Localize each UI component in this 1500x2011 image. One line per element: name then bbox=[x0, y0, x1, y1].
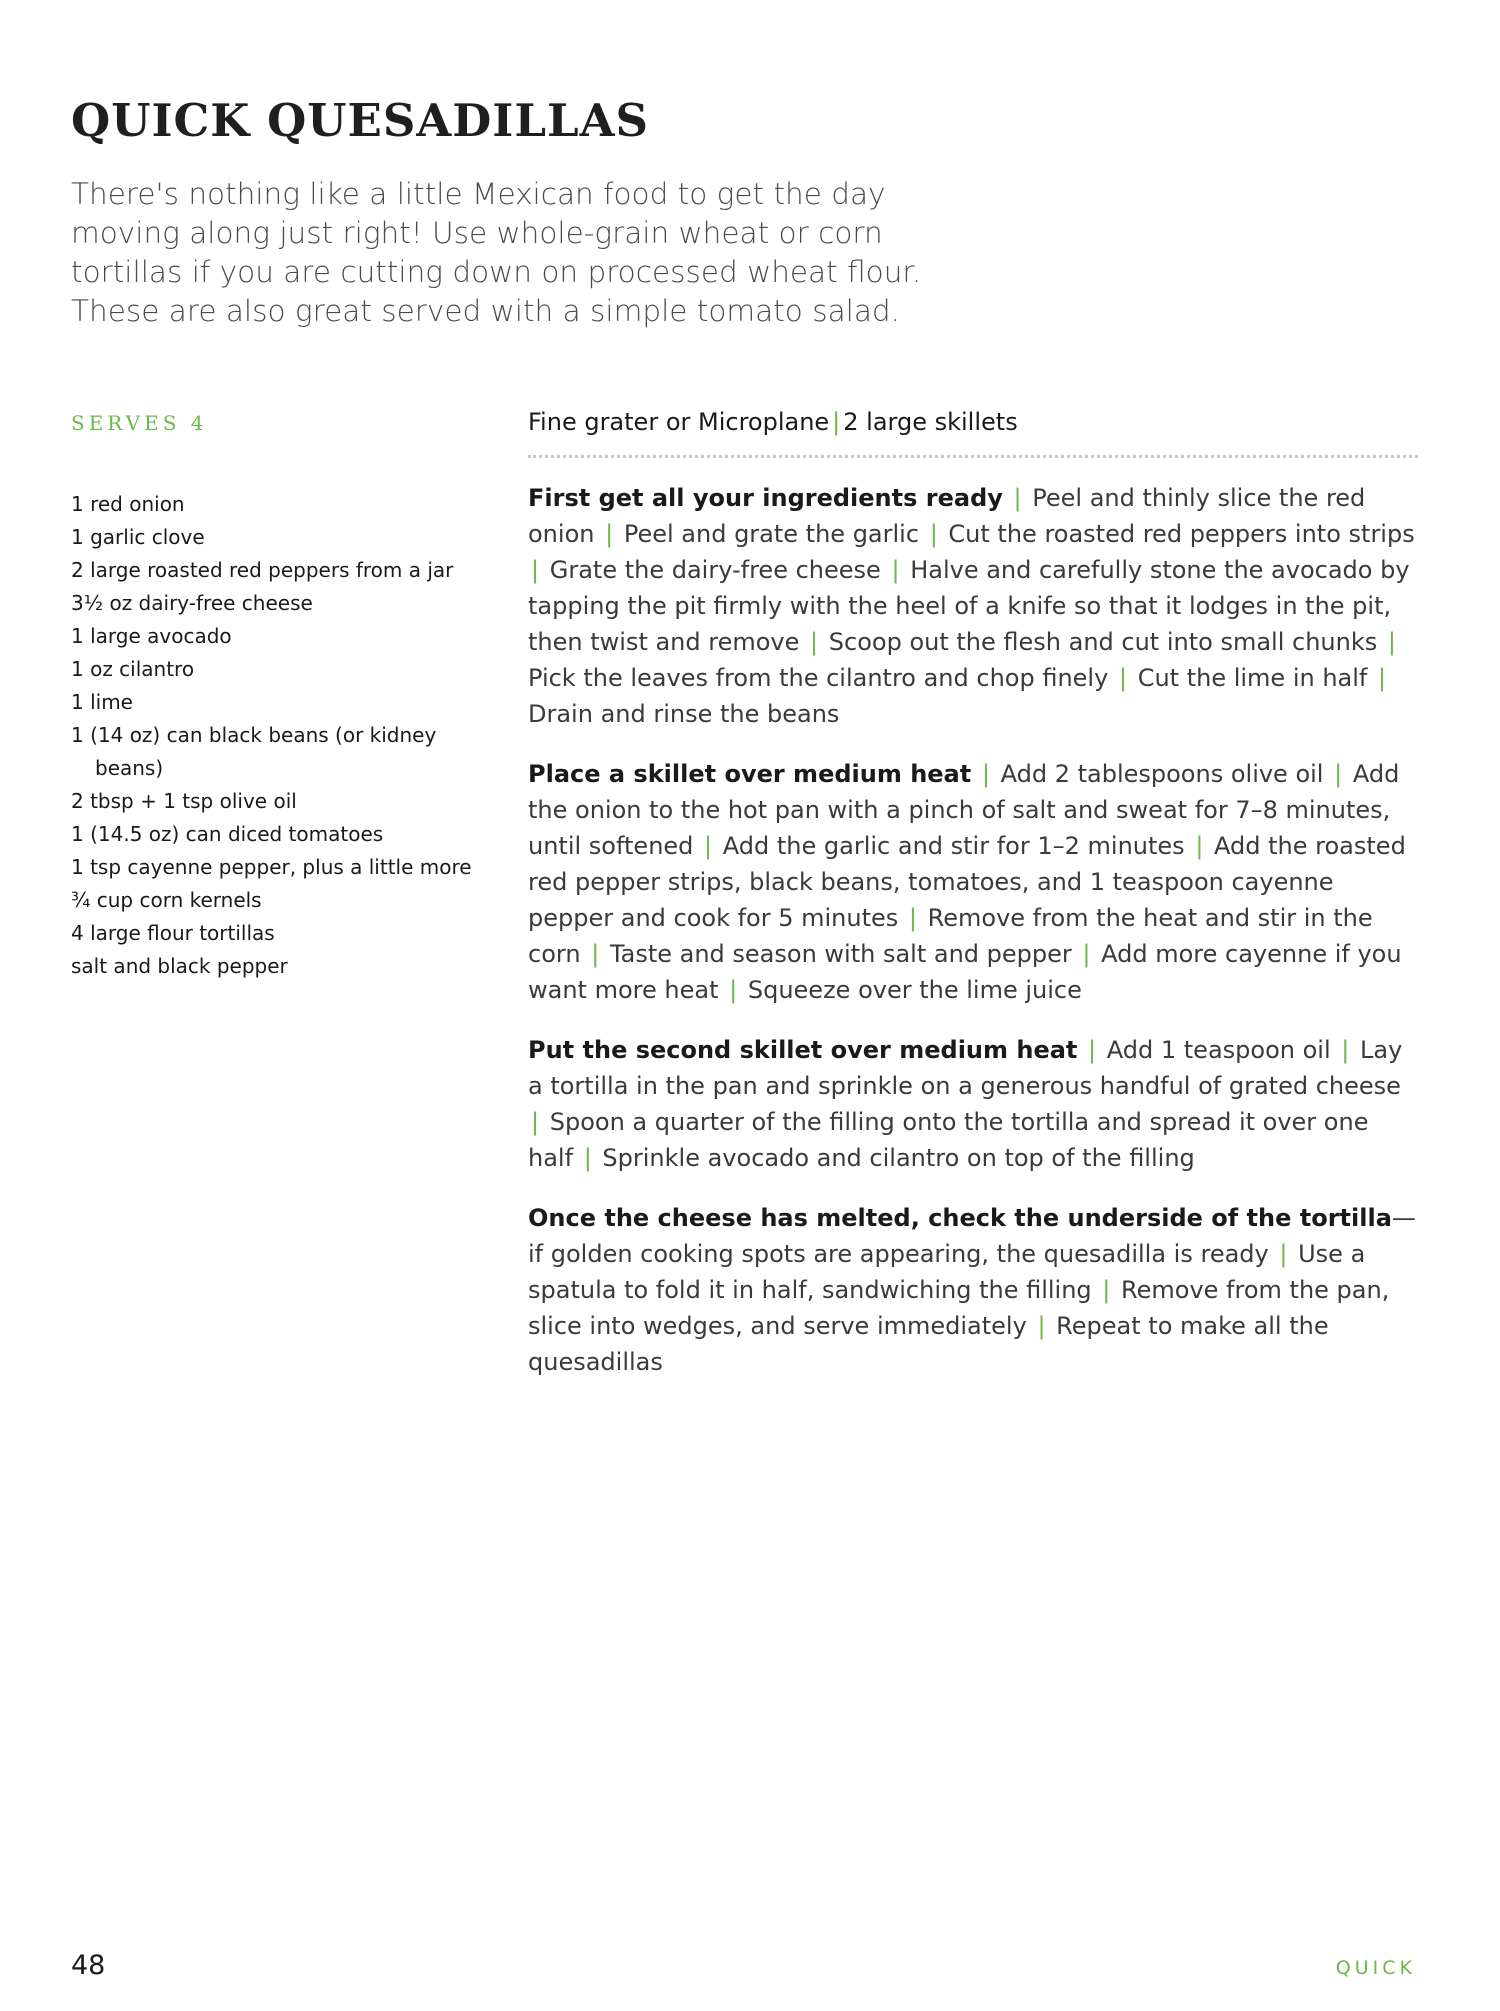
step-part: Cut the roasted red peppers into strips bbox=[948, 520, 1415, 548]
separator-bar: | bbox=[981, 760, 990, 788]
step-part: Add more cayenne if you want more heat bbox=[528, 940, 1402, 1004]
ingredient-item: 1 (14 oz) can black beans (or kidney beans) bbox=[71, 723, 437, 780]
ingredient-item: 1 lime bbox=[71, 690, 133, 714]
separator-bar: | bbox=[908, 904, 918, 932]
ingredient-item: ¾ cup corn kernels bbox=[71, 888, 262, 912]
step-part: Peel and grate the garlic bbox=[623, 520, 920, 548]
ingredient-item: 3½ oz dairy-free cheese bbox=[71, 591, 313, 615]
separator-bar: | bbox=[531, 556, 540, 584]
separator-bar: | bbox=[591, 940, 600, 968]
step-part: Spoon a quarter of the filling onto the tortilla and spread it over one half bbox=[528, 1108, 1369, 1172]
step-part: Cut the lime in half bbox=[1137, 664, 1368, 692]
equipment-item: Fine grater or Microplane bbox=[528, 408, 830, 436]
separator-bar: | bbox=[929, 520, 938, 548]
step-part: Halve and carefully stone the avocado by tapping the pit firmly with the heel of a knife so that it lodges in the pit, then twist and remove bbox=[528, 556, 1410, 656]
step-part: Add the garlic and stir for 1–2 minutes bbox=[722, 832, 1185, 860]
step-lead: Put the second skillet over medium heat bbox=[528, 1036, 1078, 1064]
step-part: Taste and season with salt and pepper bbox=[609, 940, 1072, 968]
separator-bar: | bbox=[1195, 832, 1204, 860]
step-part: Add the onion to the hot pan with a pinch of salt and sweat for 7–8 minutes, until softened bbox=[528, 760, 1400, 860]
step-lead: First get all your ingredients ready bbox=[528, 484, 1003, 512]
step-lead: Once the cheese has melted, check the underside of the tortilla bbox=[528, 1204, 1392, 1232]
step-part: Lay a tortilla in the pan and sprinkle on a generous handful of grated cheese bbox=[528, 1036, 1403, 1100]
separator-bar: | bbox=[729, 976, 738, 1004]
method-step bbox=[528, 1200, 1418, 1380]
separator-bar: | bbox=[810, 628, 819, 656]
separator-bar: | bbox=[1088, 1036, 1097, 1064]
separator-bar: | bbox=[583, 1144, 592, 1172]
method-step bbox=[528, 480, 1418, 732]
separator-bar: | bbox=[1378, 664, 1387, 692]
method-step bbox=[528, 756, 1418, 1008]
step-part: Add the roasted red pepper strips, black beans, tomatoes, and 1 teaspoon cayenne pepper and cook for 5 minutes bbox=[528, 832, 1406, 932]
ingredient-item: 1 garlic clove bbox=[71, 525, 205, 549]
ingredient-item: salt and black pepper bbox=[71, 954, 288, 978]
separator-bar: | bbox=[1279, 1240, 1288, 1268]
step-part: Grate the dairy-free cheese bbox=[549, 556, 881, 584]
step-part: Add 1 teaspoon oil bbox=[1106, 1036, 1331, 1064]
ingredients-list bbox=[71, 488, 491, 983]
separator-bar: | bbox=[1387, 628, 1396, 656]
separator-bar: | bbox=[1082, 940, 1091, 968]
step-part: Squeeze over the lime juice bbox=[747, 976, 1082, 1004]
ingredient-item: 2 large roasted red peppers from a jar bbox=[71, 558, 454, 582]
separator-bar: | bbox=[531, 1108, 540, 1136]
separator-bar: | bbox=[1102, 1276, 1111, 1304]
step-part: Scoop out the flesh and cut into small chunks bbox=[828, 628, 1378, 656]
ingredient-item: 2 tbsp + 1 tsp olive oil bbox=[71, 789, 297, 813]
step-part: Use a spatula to fold it in half, sandwiching the filling bbox=[528, 1240, 1366, 1304]
separator-bar: | bbox=[1037, 1312, 1046, 1340]
recipe-intro: There's nothing like a little Mexican food to get the day moving along just right! Use whole-grain wheat or corn tortillas if you are cutting down on processed wheat flour. These are also great served with a simple tomato salad. bbox=[71, 177, 922, 328]
step-part: Add 2 tablespoons olive oil bbox=[1000, 760, 1324, 788]
serves-label: SERVES 4 bbox=[71, 411, 208, 435]
ingredient-item: 1 large avocado bbox=[71, 624, 232, 648]
step-part: Repeat to make all the quesadillas bbox=[528, 1312, 1329, 1376]
ingredient-item: 1 (14.5 oz) can diced tomatoes bbox=[71, 822, 384, 846]
page-number: 48 bbox=[71, 1950, 106, 1981]
separator-bar: | bbox=[605, 520, 614, 548]
section-tag: QUICK bbox=[1335, 1957, 1416, 1979]
method-steps bbox=[528, 480, 1418, 1404]
step-lead-suffix: —if golden cooking spots are appearing, the quesadilla is ready bbox=[528, 1204, 1416, 1268]
separator-bar: | bbox=[832, 408, 841, 436]
separator-bar: | bbox=[1013, 484, 1022, 512]
step-part: Sprinkle avocado and cilantro on top of the filling bbox=[602, 1144, 1195, 1172]
step-part: Peel and thinly slice the red onion bbox=[528, 484, 1366, 548]
separator-bar: | bbox=[704, 832, 713, 860]
ingredient-item: 4 large flour tortillas bbox=[71, 921, 275, 945]
separator-bar: | bbox=[1334, 760, 1343, 788]
ingredient-item: 1 red onion bbox=[71, 492, 185, 516]
dotted-divider bbox=[528, 455, 1418, 458]
step-part: Remove from the pan, slice into wedges, and serve immediately bbox=[528, 1276, 1390, 1340]
ingredient-item: 1 oz cilantro bbox=[71, 657, 195, 681]
separator-bar: | bbox=[1118, 664, 1128, 692]
recipe-title: QUICK QUESADILLAS bbox=[71, 94, 650, 147]
separator-bar: | bbox=[1341, 1036, 1350, 1064]
ingredient-item: 1 tsp cayenne pepper, plus a little more bbox=[71, 855, 472, 879]
equipment-line bbox=[528, 405, 1418, 439]
step-part: Remove from the heat and stir in the corn bbox=[528, 904, 1373, 968]
equipment-item: 2 large skillets bbox=[843, 408, 1018, 436]
step-part: Drain and rinse the beans bbox=[528, 700, 840, 728]
step-part: Pick the leaves from the cilantro and chop finely bbox=[528, 664, 1109, 692]
method-step bbox=[528, 1032, 1418, 1176]
step-lead: Place a skillet over medium heat bbox=[528, 760, 972, 788]
separator-bar: | bbox=[891, 556, 900, 584]
